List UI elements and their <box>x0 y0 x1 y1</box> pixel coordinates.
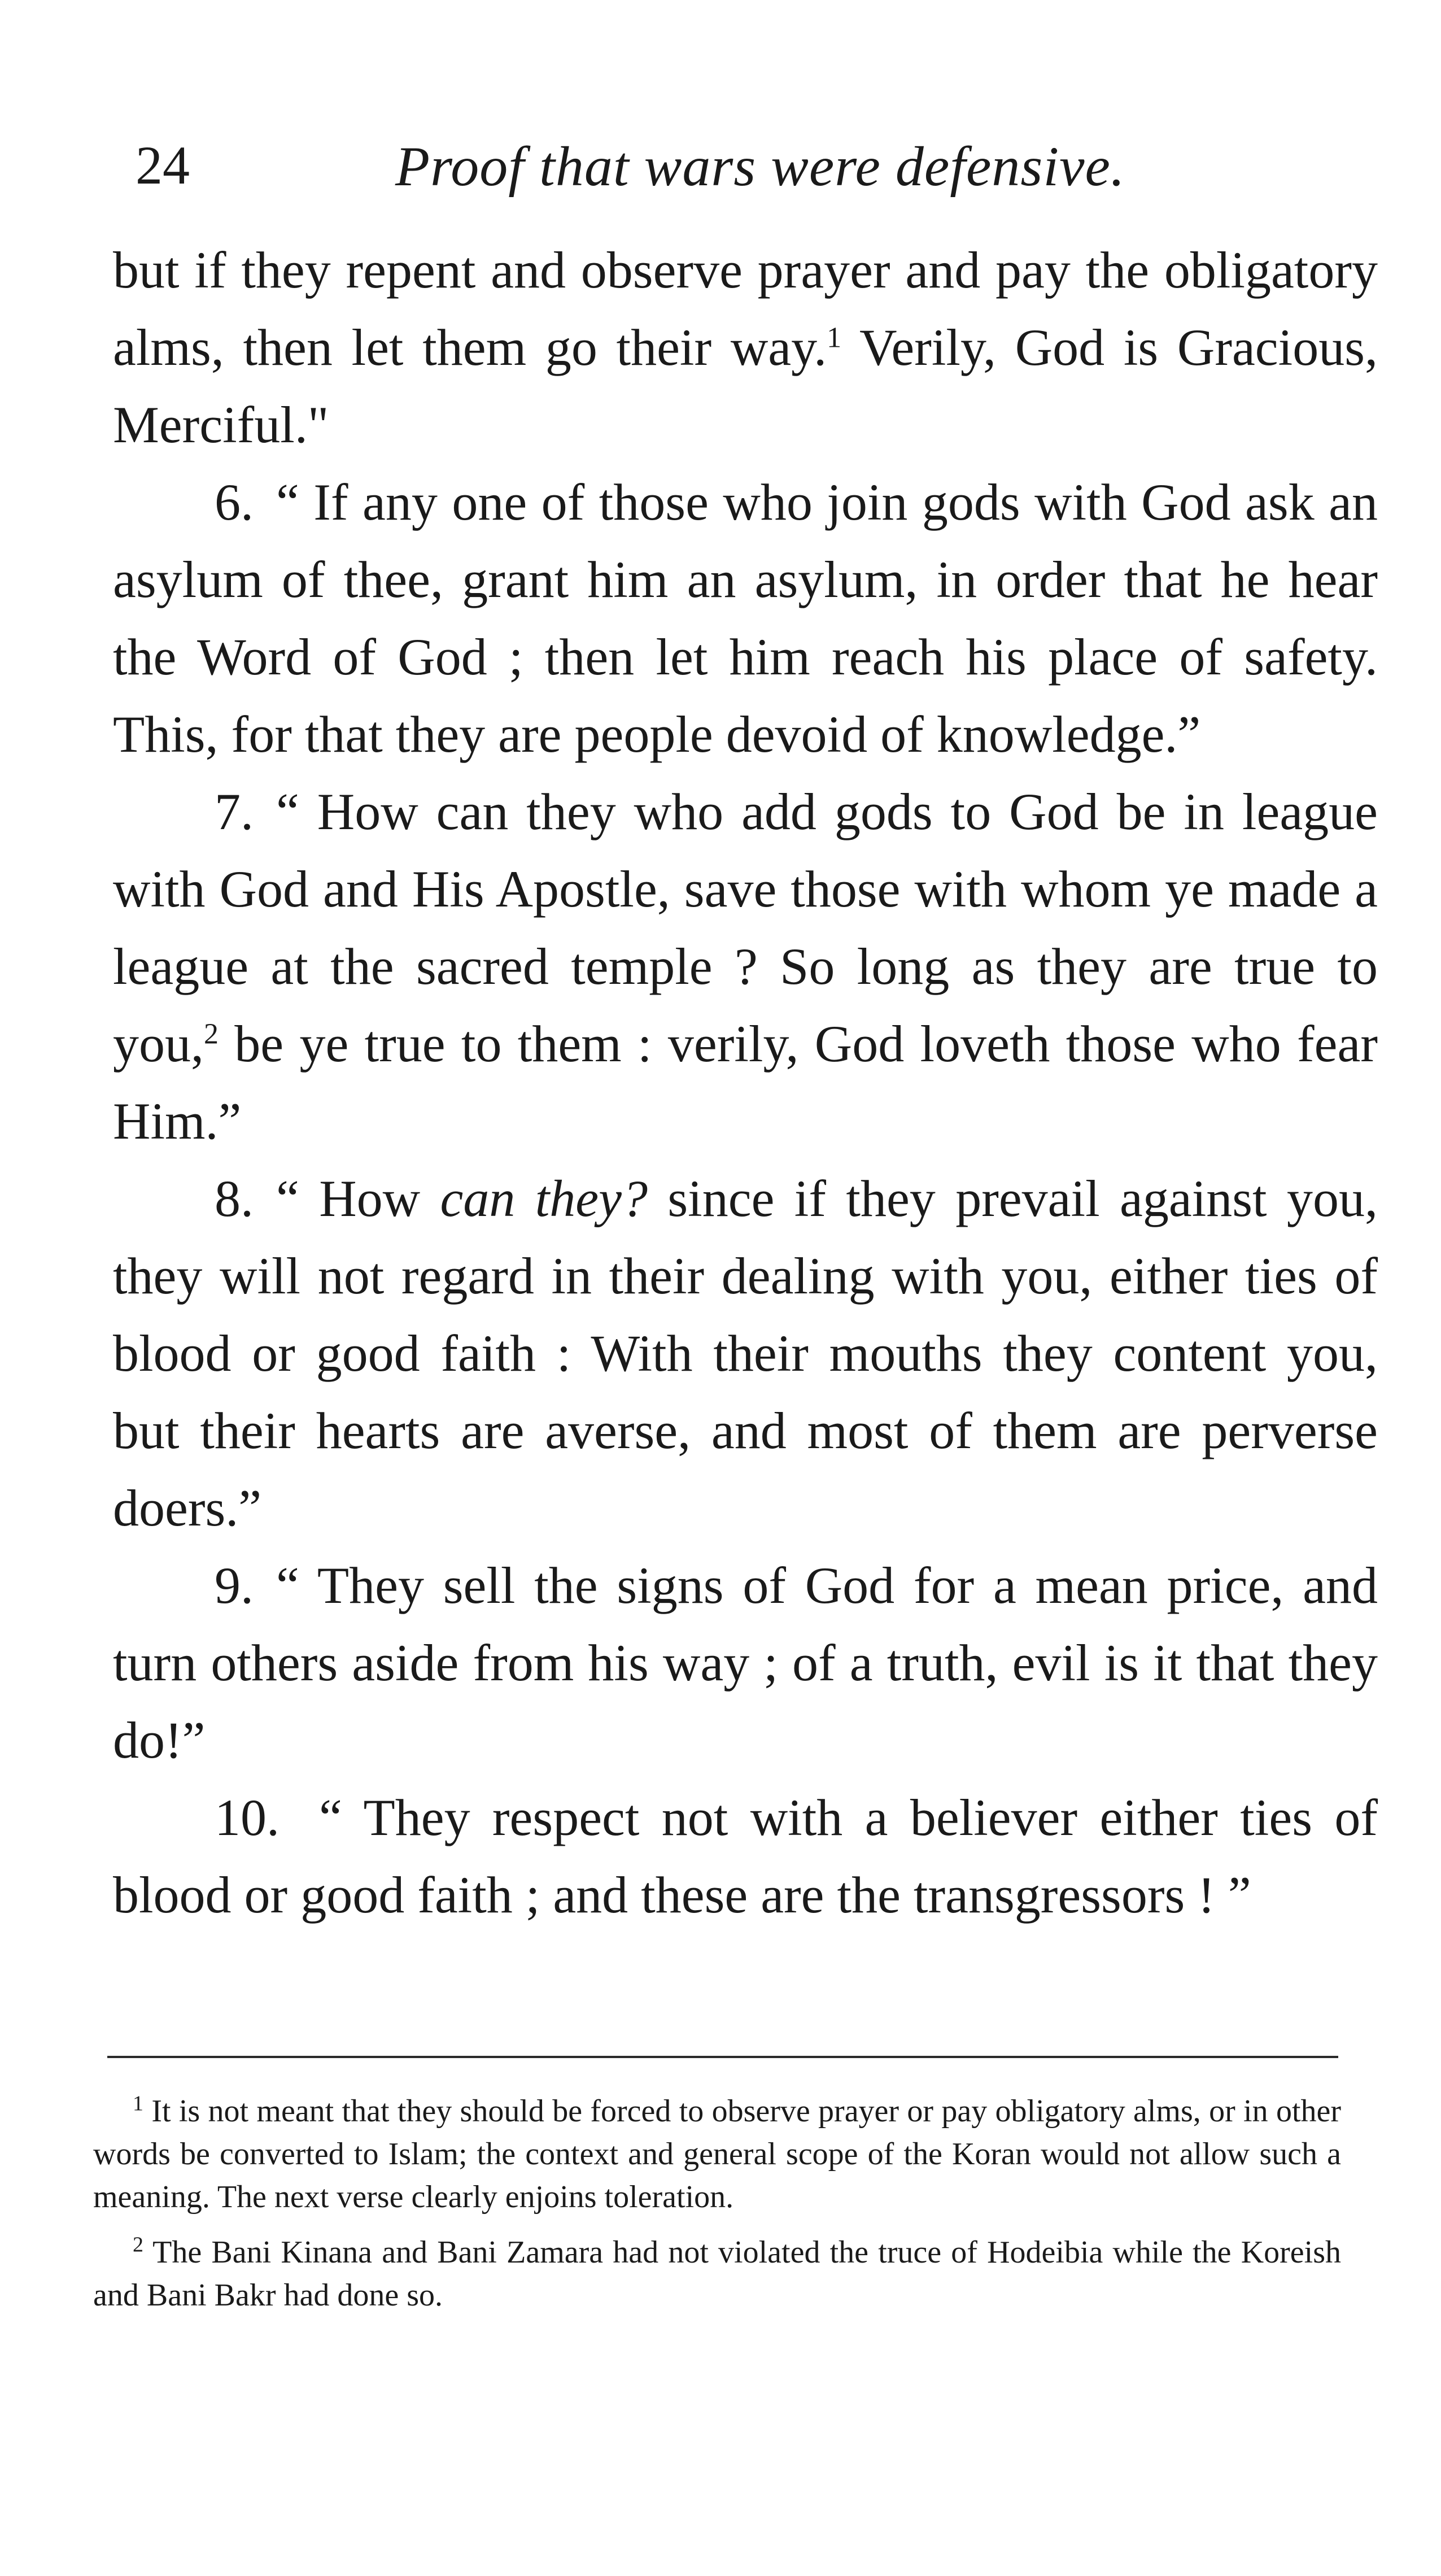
verse-number: 9. <box>215 1557 254 1614</box>
verse-paragraph <box>113 773 1378 1160</box>
paragraph-text: but if they repent and observe prayer and pay the obligatory alms, then let them go their way. <box>113 241 1378 376</box>
footnote-mark: 1 <box>133 2091 143 2116</box>
verse-paragraph <box>113 464 1378 773</box>
verse-text: “ If any one of those who join gods with God ask an asylum of thee, grant him an asylum, in order that he hear the Word of God ; then let him reach his place of safety. This, for that they are people devoid of knowledge.” <box>113 473 1378 763</box>
paragraph-text: Verily, God is Gracious, Merciful." <box>113 319 1378 454</box>
verse-text-italic: can they? <box>440 1170 648 1227</box>
verse-text: “ They respect not with a believer either ties of blood or good faith ; and these are the transgressors ! ” <box>113 1789 1378 1924</box>
verse-paragraph <box>113 1547 1378 1779</box>
running-head: Proof that wars were defensive. <box>395 135 1125 198</box>
footnote-reference: 2 <box>204 1018 219 1051</box>
verse-text: since if they prevail against you, they will not regard in their dealing with you, either ties of blood or good faith : With their mouths they content you, but their hearts are averse, and most of them are perverse doers.” <box>113 1170 1378 1537</box>
footnotes <box>93 2090 1341 2329</box>
verse-text: “ How can they who add gods to God be in league with God and His Apostle, save those with whom ye made a league at the sacred temple ? So long as they are true to you, <box>113 783 1378 1073</box>
footnote-reference: 1 <box>827 321 842 354</box>
page-number: 24 <box>136 135 190 195</box>
footnote-divider <box>107 2056 1338 2058</box>
verse-paragraph <box>113 1160 1378 1547</box>
footnote <box>93 2231 1341 2317</box>
paragraph-continuation <box>113 232 1378 464</box>
footnote-mark: 2 <box>133 2233 143 2257</box>
verse-number: 6. <box>215 473 254 531</box>
footnote-text: It is not meant that they should be forced to observe prayer or pay obligatory alms, or in other words be converted to Islam; the context and general scope of the Koran would not allow such a meaning. The next verse clearly enjoins toleration. <box>93 2094 1341 2215</box>
page-header <box>130 127 1361 212</box>
footnote <box>93 2090 1341 2218</box>
main-text <box>113 232 1378 1934</box>
footnote-text: The Bani Kinana and Bani Zamara had not violated the truce of Hodeibia while the Koreish and Bani Bakr had done so. <box>93 2235 1341 2313</box>
verse-paragraph <box>113 1779 1378 1934</box>
verse-number: 8. <box>215 1170 254 1227</box>
verse-text: “ How <box>276 1170 440 1227</box>
verse-number: 7. <box>215 783 254 840</box>
verse-text: be ye true to them : verily, God loveth those who fear Him.” <box>113 1015 1378 1150</box>
verse-text: “ They sell the signs of God for a mean price, and turn others aside from his way ; of a truth, evil is it that they do!” <box>113 1557 1378 1769</box>
verse-number: 10. <box>215 1789 280 1846</box>
